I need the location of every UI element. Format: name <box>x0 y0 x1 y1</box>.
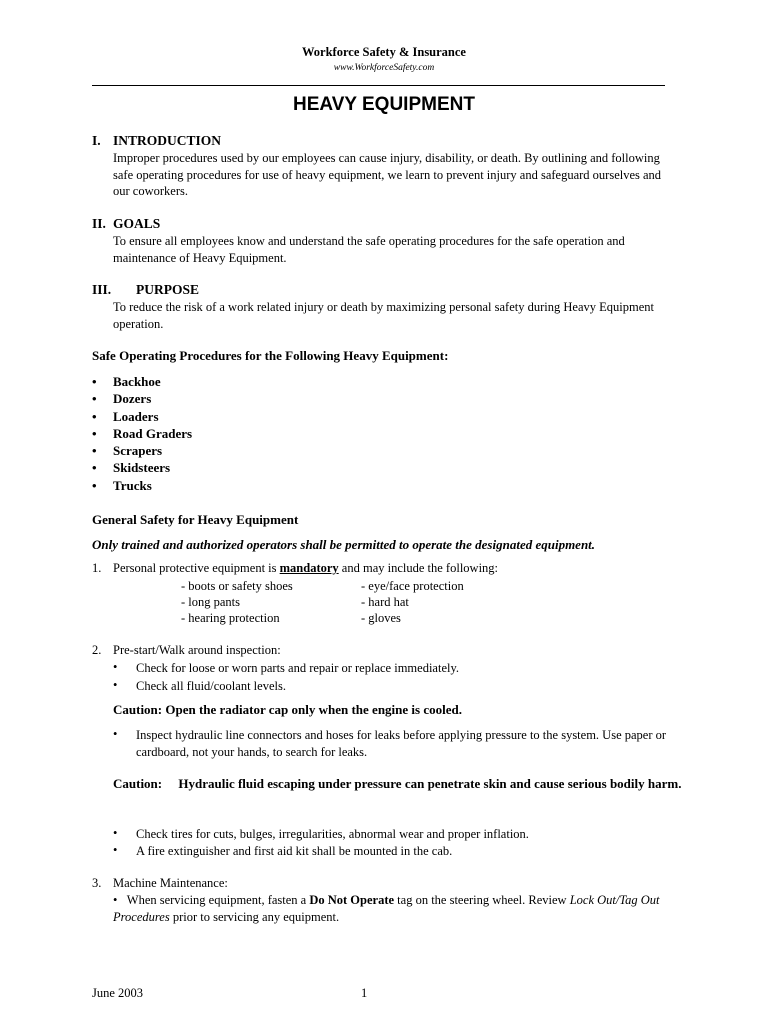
list-item: • Trucks <box>92 477 152 493</box>
item-number: 2. <box>92 643 102 657</box>
hydraulic-caution <box>113 775 683 793</box>
org-name: Workforce Safety & Insurance <box>302 45 466 59</box>
list-item: • Dozers <box>92 391 152 407</box>
list-item: • Inspect hydraulic line connectors and hoses for leaks before applying pressure to the system. Use paper or cardboard, not your hands, to search for leaks. <box>113 727 667 759</box>
list-item: • When servicing equipment, fasten a Do Not Operate tag on the steering wheel. Review Lock Out/Tag Out Procedures prior to servicing any equipment. <box>113 893 660 924</box>
radiator-caution: Caution: Open the radiator cap only when the engine is cooled. <box>113 702 462 717</box>
list-item: • Road Graders <box>92 425 193 441</box>
section-label: PURPOSE <box>136 282 200 297</box>
bullet-icon: • <box>92 477 97 493</box>
section-goals-heading <box>0 216 768 234</box>
caution-label: Caution: <box>113 776 163 791</box>
ppe-list-right <box>361 578 464 626</box>
section-label: INTRODUCTION <box>113 133 222 148</box>
list-item: - hearing protection <box>181 611 280 625</box>
purpose-text: To reduce the risk of a work related injury or death by maximizing personal safety during Heavy Equipment operation. <box>113 300 654 331</box>
list-item: - gloves <box>361 611 401 625</box>
section-label: GOALS <box>113 216 161 231</box>
ppe-item <box>0 561 768 579</box>
trained-operators-notice: Only trained and authorized operators shall be permitted to operate the designated equipment. <box>92 537 596 552</box>
item-text: Personal protective equipment is mandatory and may include the following: <box>113 561 499 575</box>
item-text: Pre-start/Walk around inspection: <box>113 643 281 657</box>
bullet-icon: • <box>113 843 118 857</box>
section-introduction-heading <box>0 133 768 151</box>
bullet-icon: • <box>113 893 118 907</box>
list-item: - long pants <box>181 595 241 609</box>
list-item: • Skidsteers <box>92 460 171 476</box>
bullet-icon: • <box>92 374 97 389</box>
list-item: - boots or safety shoes <box>181 579 293 593</box>
section-number: II. <box>92 216 106 231</box>
bullet-icon: • <box>92 460 97 476</box>
list-item: - eye/face protection <box>361 579 464 593</box>
equipment-list <box>92 373 392 494</box>
do-not-operate-tag: Do Not Operate <box>309 893 395 907</box>
list-item: • Backhoe <box>92 374 161 389</box>
item-text: Machine Maintenance: <box>113 876 228 890</box>
bullet-icon: • <box>92 443 97 459</box>
general-safety-heading: General Safety for Heavy Equipment <box>92 512 299 527</box>
bullet-icon: • <box>113 826 118 840</box>
section-number: III. <box>92 282 112 297</box>
section-number: I. <box>92 133 101 148</box>
section-purpose-heading <box>0 282 768 300</box>
item-number: 1. <box>92 561 102 575</box>
bullet-icon: • <box>113 727 118 741</box>
procedures-heading: Safe Operating Procedures for the Following Heavy Equipment: <box>92 348 449 363</box>
bullet-icon: • <box>92 425 97 441</box>
page-number: 1 <box>361 986 368 1000</box>
page-title: HEAVY EQUIPMENT <box>293 94 475 115</box>
goals-text: To ensure all employees know and understand the safe operating procedures for the safe operation and maintenance of Heavy Equipment. <box>113 234 625 265</box>
list-item: • A fire extinguisher and first aid kit shall be mounted in the cab. <box>113 843 453 858</box>
bullet-icon: • <box>92 391 97 407</box>
inspection-item <box>0 643 768 661</box>
list-item: - hard hat <box>361 595 409 609</box>
ppe-list-left <box>181 578 293 626</box>
list-item: • Check for loose or worn parts and repair or replace immediately. <box>113 660 460 675</box>
header-divider <box>92 85 665 86</box>
item-number: 3. <box>92 876 102 890</box>
list-item: • Loaders <box>92 408 159 424</box>
footer-date: June 2003 <box>92 986 144 1000</box>
list-item: • Check all fluid/coolant levels. <box>113 678 286 693</box>
bullet-icon: • <box>92 408 97 424</box>
bullet-icon: • <box>113 678 118 692</box>
lockout-procedures-reference: Lock Out/Tag Out Procedures <box>113 893 660 924</box>
org-url[interactable]: www.WorkforceSafety.com <box>333 63 435 73</box>
caution-text: Hydraulic fluid escaping under pressure can penetrate skin and cause serious bodily harm. <box>178 776 682 791</box>
mandatory-emphasis: mandatory <box>279 561 339 575</box>
introduction-text: Improper procedures used by our employees can cause injury, disability, or death. By outlining and following safe operating procedures for use of heavy equipment, we learn to prevent injury and safeguard ourselves and our coworkers. <box>113 151 662 198</box>
list-item: • Scrapers <box>92 443 163 459</box>
list-item: • Check tires for cuts, bulges, irregularities, abnormal wear and proper inflation. <box>113 826 529 841</box>
bullet-icon: • <box>113 660 118 674</box>
